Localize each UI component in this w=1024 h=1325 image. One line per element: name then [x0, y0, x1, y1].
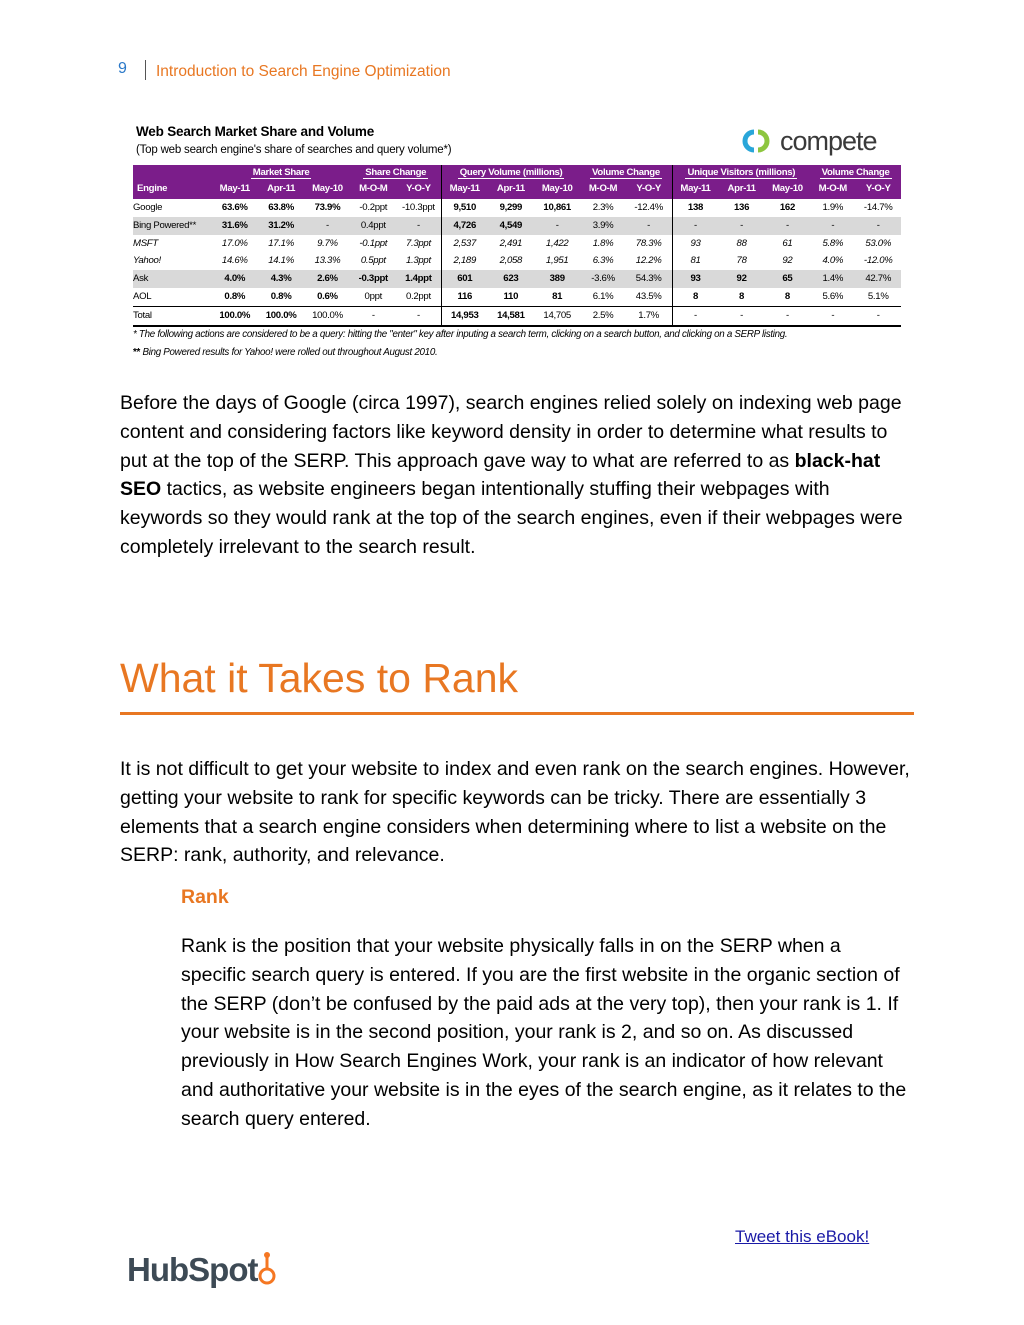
table-cell: 2,491	[499, 237, 523, 249]
column-header: Apr-11	[718, 180, 764, 199]
table-cell: 110	[503, 290, 519, 302]
table-group-header	[133, 165, 901, 180]
column-header: May-10	[765, 180, 810, 199]
compete-logo-text: compete	[780, 126, 877, 156]
table-cell: 136	[718, 199, 764, 217]
table-cell: 0.4ppt	[351, 217, 396, 235]
table-cell: -0.1ppt	[359, 237, 388, 249]
table-cell: 0.2ppt	[405, 290, 431, 302]
table-cell: 8	[784, 290, 790, 302]
table-cell: 14,581	[488, 306, 534, 325]
table-cell: 1.4ppt	[396, 270, 441, 288]
table-cell: 92	[718, 270, 764, 288]
page-number: 9	[118, 60, 127, 77]
figure-footnote-1: * The following actions are considered to be a query: hitting the "enter" key after inputing a search term, clicking on a search button, and clicking on a SERP listing.	[133, 329, 788, 340]
table-cell: 0.8%	[224, 290, 246, 302]
table-cell: 100.0%	[304, 306, 350, 325]
table-cell: -0.3ppt	[351, 270, 396, 288]
table-cell: -	[765, 217, 810, 235]
table-cell: 61	[782, 237, 793, 249]
table-cell: 63.6%	[212, 199, 258, 217]
table-cell: 17.0%	[221, 237, 248, 249]
table-cell: 0.8%	[270, 290, 292, 302]
column-header: Y-O-Y	[626, 180, 672, 199]
black-hat-seo-term: black-hat SEO	[120, 449, 881, 501]
table-cell: 93	[672, 270, 718, 288]
table-cell: -12.0%	[863, 255, 893, 267]
group-header: Volume Change	[810, 165, 901, 180]
table-cell: 14.1%	[268, 255, 294, 267]
figure-subtitle: (Top web search engine's share of searches and query volume*)	[136, 144, 452, 156]
table-cell: -	[304, 217, 350, 235]
table-cell: 601	[441, 270, 487, 288]
table-cell: -14.7%	[855, 199, 901, 217]
table-cell: -0.2ppt	[351, 199, 396, 217]
table-cell: 4.3%	[258, 270, 304, 288]
intro-paragraph: Before the days of Google (circa 1997), search engines relied solely on indexing web page content and considering factors like keyword density in order to determine what results to put at the top of the SERP. This approach gave way to what are referred to as black-hat SEO tactics, as website engineers began intentionally stuffing their webpages with keywords so they would rank at the top of the search engines, even if their webpages were completely irrelevant to the search result.	[120, 392, 903, 558]
table-cell: 2.5%	[580, 306, 625, 325]
hubspot-logo-text: HubSpot	[127, 1251, 258, 1288]
table-cell: 162	[765, 199, 810, 217]
tweet-link[interactable]: Tweet this eBook!	[735, 1227, 870, 1246]
table-cell: 81	[672, 252, 718, 270]
group-header: Volume Change	[580, 165, 672, 180]
table-cell: 0.6%	[317, 290, 338, 302]
column-header: Apr-11	[258, 180, 304, 199]
column-header: Y-O-Y	[855, 180, 901, 199]
table-cell: 4.0%	[212, 270, 258, 288]
table-row	[133, 270, 901, 288]
table-cell: 8	[739, 290, 745, 302]
table-cell: 31.6%	[212, 217, 258, 235]
table-cell: -	[672, 306, 718, 325]
table-row	[133, 288, 901, 306]
table-cell: 9.7%	[317, 237, 338, 249]
table-cell: 2,189	[441, 252, 487, 270]
table-cell: 14,705	[534, 306, 580, 325]
rank-paragraph: Rank is the position that your website physically falls in on the SERP when a specific search query is entered. If you are the first website in the organic section of the SERP (don’t be confused by the paid ads at the very top), then your rank is 1. If your website is in the second position, your rank is 2, and so on. As discussed previously in How Search Engines Work, your rank is an indicator of how relevant and authoritative your website is in the eyes of the search engine, as it relates to the search query entered.	[181, 935, 907, 1130]
table-cell: 7.3ppt	[405, 237, 431, 249]
hubspot-logo	[127, 1245, 279, 1290]
table-cell: 623	[488, 270, 534, 288]
table-cell: 4,549	[488, 217, 534, 235]
column-header: Engine	[133, 180, 212, 199]
column-header: May-10	[534, 180, 580, 199]
column-header: May-10	[304, 180, 350, 199]
table-row	[133, 217, 901, 235]
table-cell: 1.8%	[592, 237, 614, 249]
table-cell: 12.2%	[635, 255, 662, 267]
section-divider	[120, 712, 914, 715]
table-cell: 88	[736, 237, 747, 249]
table-cell: 1.3ppt	[405, 255, 431, 267]
group-header: Query Volume (millions)	[441, 165, 580, 180]
column-header: M-O-M	[810, 180, 855, 199]
engine-cell: Google	[133, 199, 212, 217]
figure-title: Web Search Market Share and Volume	[136, 124, 375, 139]
table-cell: -	[351, 306, 396, 325]
table-cell: 10,861	[534, 199, 580, 217]
engine-cell: Yahoo!	[133, 255, 161, 267]
table-cell: 4,726	[441, 217, 487, 235]
table-column-header	[133, 180, 901, 199]
column-header: May-11	[212, 180, 258, 199]
table-cell: -3.6%	[580, 270, 625, 288]
table-cell: -	[626, 217, 672, 235]
table-cell: -	[396, 217, 441, 235]
table-row	[133, 306, 901, 325]
table-cell: 1.4%	[810, 270, 855, 288]
table-cell: 81	[552, 290, 563, 302]
table-cell: 65	[765, 270, 810, 288]
table-cell: -	[810, 217, 855, 235]
table-cell: 1.9%	[810, 199, 855, 217]
table-cell: 17.1%	[268, 237, 294, 249]
table-cell: 0.5ppt	[360, 255, 386, 267]
table-cell: 78	[736, 255, 747, 267]
table-cell: 9,299	[488, 199, 534, 217]
table-cell: -	[718, 306, 764, 325]
table-cell: 2,537	[441, 235, 487, 253]
table-cell: 92	[782, 255, 793, 267]
table-cell: 0ppt	[364, 290, 383, 302]
section-title: What it Takes to Rank	[120, 655, 519, 701]
table-cell: 63.8%	[258, 199, 304, 217]
column-header: M-O-M	[580, 180, 625, 199]
table-cell: 2.3%	[580, 199, 625, 217]
table-cell: 73.9%	[304, 199, 350, 217]
engine-cell: Ask	[133, 270, 212, 288]
table-cell: 42.7%	[855, 270, 901, 288]
group-header: Market Share	[212, 165, 351, 180]
table-cell: -	[534, 217, 580, 235]
engine-cell: Total	[133, 306, 212, 325]
table-cell: 1.7%	[626, 306, 672, 325]
table-cell: 6.3%	[592, 255, 614, 267]
table-cell: 14.6%	[221, 255, 248, 267]
table-cell: -	[672, 217, 718, 235]
table-cell: 8	[672, 288, 718, 306]
group-header: Share Change	[351, 165, 442, 180]
group-header: Unique Visitors (millions)	[672, 165, 810, 180]
table-cell: 100.0%	[258, 306, 304, 325]
engine-cell: AOL	[133, 290, 152, 302]
table-cell: 389	[534, 270, 580, 288]
table-cell: 78.3%	[635, 237, 662, 249]
engine-cell: Bing Powered**	[133, 217, 212, 235]
table-cell: 31.2%	[258, 217, 304, 235]
subsection-title: Rank	[181, 886, 229, 908]
table-cell: 4.0%	[822, 255, 844, 267]
table-cell: -	[855, 217, 901, 235]
table-cell: 54.3%	[626, 270, 672, 288]
column-header: May-11	[672, 180, 718, 199]
table-cell: 43.5%	[635, 290, 662, 302]
table-cell: 1,951	[545, 255, 569, 267]
table-cell: 138	[672, 199, 718, 217]
table-cell: 5.8%	[822, 237, 844, 249]
table-cell: -	[855, 306, 901, 325]
table-cell: 53.0%	[865, 237, 892, 249]
column-header: M-O-M	[351, 180, 396, 199]
compete-ring-icon	[738, 128, 774, 154]
table-cell: 14,953	[441, 306, 487, 325]
market-share-figure	[123, 120, 903, 365]
engine-cell: MSFT	[133, 237, 158, 249]
table-cell: 3.9%	[580, 217, 625, 235]
table-cell: -	[396, 306, 441, 325]
table-cell: 100.0%	[212, 306, 258, 325]
table-cell: -	[810, 306, 855, 325]
table-cell: -	[765, 306, 810, 325]
table-cell: 9,510	[441, 199, 487, 217]
table-cell: -10.3ppt	[396, 199, 441, 217]
compete-logo	[738, 126, 877, 156]
rank-intro-paragraph: It is not difficult to get your website to index and even rank on the search engines. However, getting your website to rank for specific keywords can be tricky. There are essentially 3 elements that a search engine considers when determining where to list a website on the SERP: rank, authority, and relevance.	[120, 758, 910, 867]
table-cell: 6.1%	[592, 290, 614, 302]
header-divider	[145, 60, 146, 80]
table-cell: 2.6%	[304, 270, 350, 288]
table-cell: -12.4%	[626, 199, 672, 217]
market-share-table	[133, 165, 901, 327]
figure-footnote-2: ** Bing Powered results for Yahoo! were rolled out throughout August 2010.	[133, 347, 438, 358]
table-cell: -	[718, 217, 764, 235]
table-cell: 1,422	[545, 237, 569, 249]
table-cell: 2,058	[499, 255, 523, 267]
column-header: Y-O-Y	[396, 180, 441, 199]
column-header: Apr-11	[488, 180, 534, 199]
header-title: Introduction to Search Engine Optimization	[156, 63, 451, 80]
table-cell: 93	[672, 235, 718, 253]
table-cell: 5.6%	[822, 290, 844, 302]
sprocket-icon	[255, 1250, 279, 1290]
table-row	[133, 235, 901, 253]
table-cell: 13.3%	[314, 255, 341, 267]
column-header: May-11	[441, 180, 487, 199]
table-cell: 5.1%	[867, 290, 889, 302]
table-row	[133, 199, 901, 217]
table-row	[133, 252, 901, 270]
table-cell: 116	[441, 288, 487, 306]
